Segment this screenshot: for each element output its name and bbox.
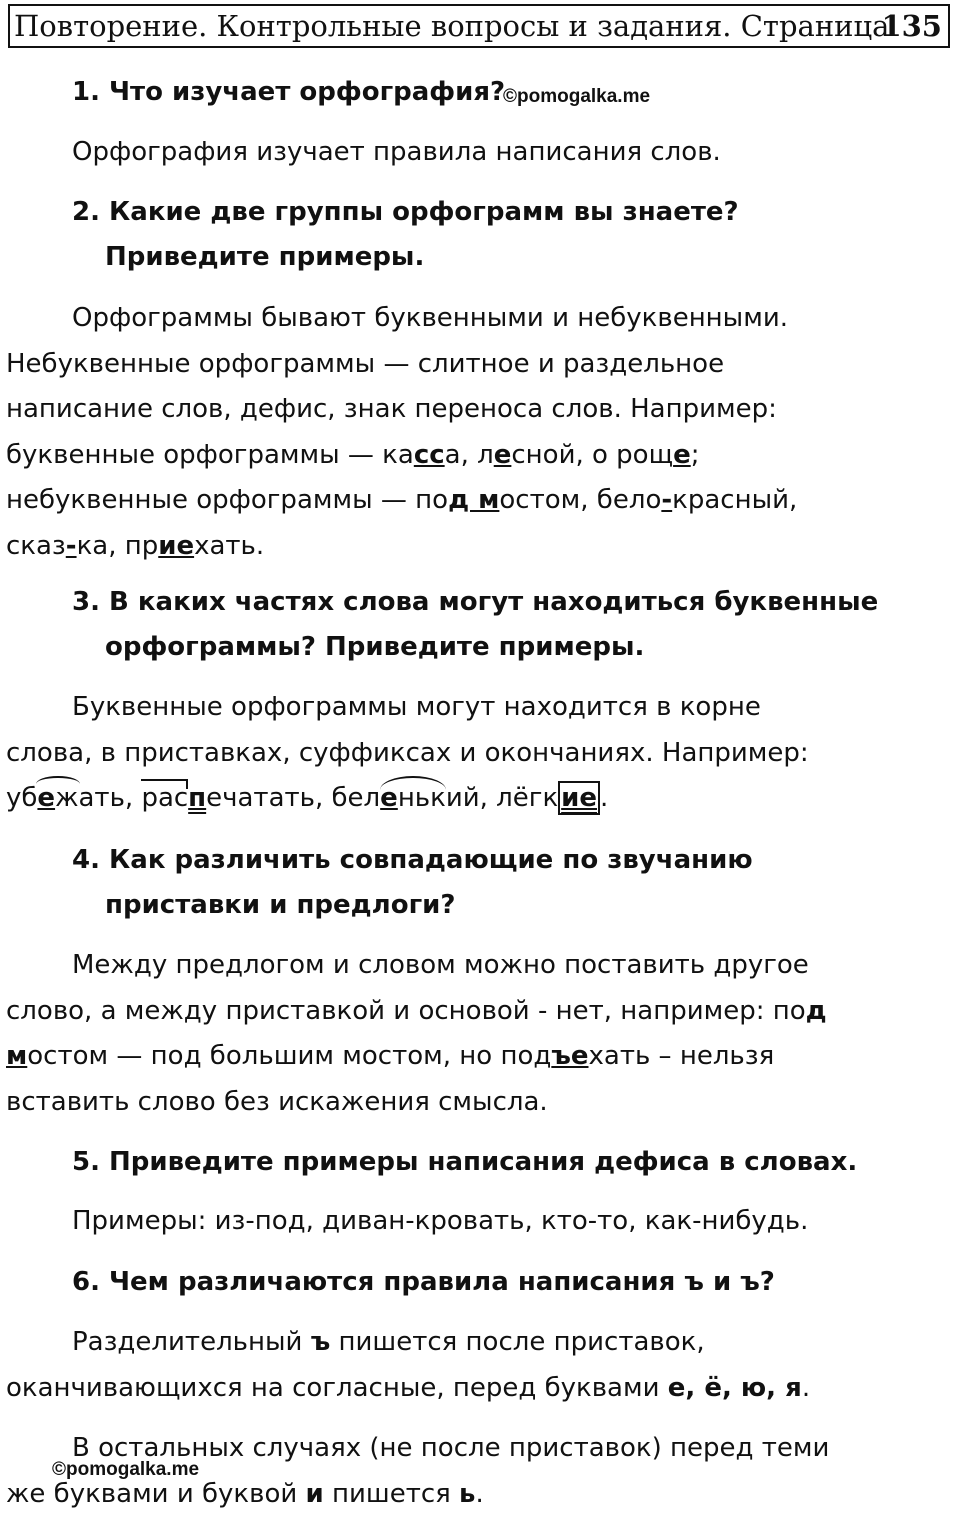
question-text: 6. Чем различаются правила написания ъ и ъ? xyxy=(72,1267,775,1297)
question-text: 5. Приведите примеры написания дефиса в словах. xyxy=(72,1147,857,1177)
question-6 xyxy=(72,1260,775,1305)
spelling-mark: п xyxy=(188,783,206,813)
answer-line: же буквами и буквой и пишется ь. xyxy=(6,1472,946,1517)
watermark-bottom: ©pomogalka.me xyxy=(52,1459,199,1481)
question-3 xyxy=(72,580,878,670)
answer-line: буквенные орфограммы — касса, лесной, о роще; xyxy=(6,433,946,479)
answer-line: Небуквенные орфограммы — слитное и раздельное xyxy=(6,342,946,388)
question-5 xyxy=(72,1140,857,1185)
answer-line: слово, а между приставкой и основой - нет, например: под xyxy=(6,989,946,1035)
page-number: 135 xyxy=(881,6,942,46)
question-4 xyxy=(72,838,753,928)
spelling-mark: - xyxy=(66,531,77,561)
question-2 xyxy=(72,190,739,280)
suffix-mark: еньк xyxy=(380,776,446,822)
header-title: Повторение. Контрольные вопросы и задания. Страница xyxy=(14,9,889,43)
answer-line: Примеры: из-под, диван-кровать, кто-то, как-нибудь. xyxy=(6,1199,946,1245)
spelling-mark: д м xyxy=(448,485,499,515)
answer-1 xyxy=(6,130,946,176)
spelling-mark: е xyxy=(673,440,691,470)
question-text: 1. Что изучает орфография? xyxy=(72,77,505,107)
answer-line: слова, в приставках, суффиксах и окончаниях. Например: xyxy=(6,731,946,777)
answer-2 xyxy=(6,296,946,569)
question-text-cont: Приведите примеры. xyxy=(72,235,739,280)
question-text: 2. Какие две группы орфограмм вы знаете? xyxy=(72,197,739,227)
answer-5 xyxy=(6,1199,946,1245)
answer-line: Разделительный ъ пишется после приставок, xyxy=(6,1320,946,1366)
root-mark: еж xyxy=(37,776,78,822)
answer-line: сказ-ка, приехать. xyxy=(6,524,946,570)
question-1 xyxy=(72,70,505,115)
spelling-mark: - xyxy=(661,485,672,515)
answer-line: написание слов, дефис, знак переноса слов. Например: xyxy=(6,387,946,433)
question-text: 3. В каких частях слова могут находиться буквенные xyxy=(72,587,878,617)
answer-4 xyxy=(6,943,946,1125)
answer-3 xyxy=(6,685,946,822)
prefix-mark: рас xyxy=(141,776,188,822)
answer-line: небуквенные орфограммы — под мостом, бело-красный, xyxy=(6,478,946,524)
spelling-mark: м xyxy=(6,1041,27,1071)
question-text: 4. Как различить совпадающие по звучанию xyxy=(72,845,753,875)
answer-line: Орфограммы бывают буквенными и небуквенными. xyxy=(6,296,946,342)
answer-line: Орфография изучает правила написания слов. xyxy=(6,130,946,176)
answer-line: убежать, распечатать, беленький, лёгк ие . xyxy=(6,776,946,822)
answer-line: вставить слово без искажения смысла. xyxy=(6,1080,946,1126)
answer-line: мостом — под большим мостом, но подъехать – нельзя xyxy=(6,1034,946,1080)
ending-mark: ие xyxy=(558,781,600,815)
spelling-mark: е xyxy=(494,440,512,470)
answer-line: оканчивающихся на согласные, перед буквами е, ё, ю, я. xyxy=(6,1366,946,1412)
watermark: ©pomogalka.me xyxy=(503,86,650,108)
spelling-mark: ие xyxy=(158,531,194,561)
question-text-cont: орфограммы? Приведите примеры. xyxy=(72,625,878,670)
answer-line: В остальных случаях (не после приставок) перед теми xyxy=(6,1426,946,1472)
page-header xyxy=(8,4,950,48)
spelling-mark: сс xyxy=(414,440,445,470)
answer-line: Между предлогом и словом можно поставить другое xyxy=(6,943,946,989)
answer-6 xyxy=(6,1320,946,1411)
spelling-mark: д xyxy=(806,996,827,1026)
spelling-mark: ъе xyxy=(551,1041,588,1071)
question-text-cont: приставки и предлоги? xyxy=(72,883,753,928)
answer-line: Буквенные орфограммы могут находится в корне xyxy=(6,685,946,731)
